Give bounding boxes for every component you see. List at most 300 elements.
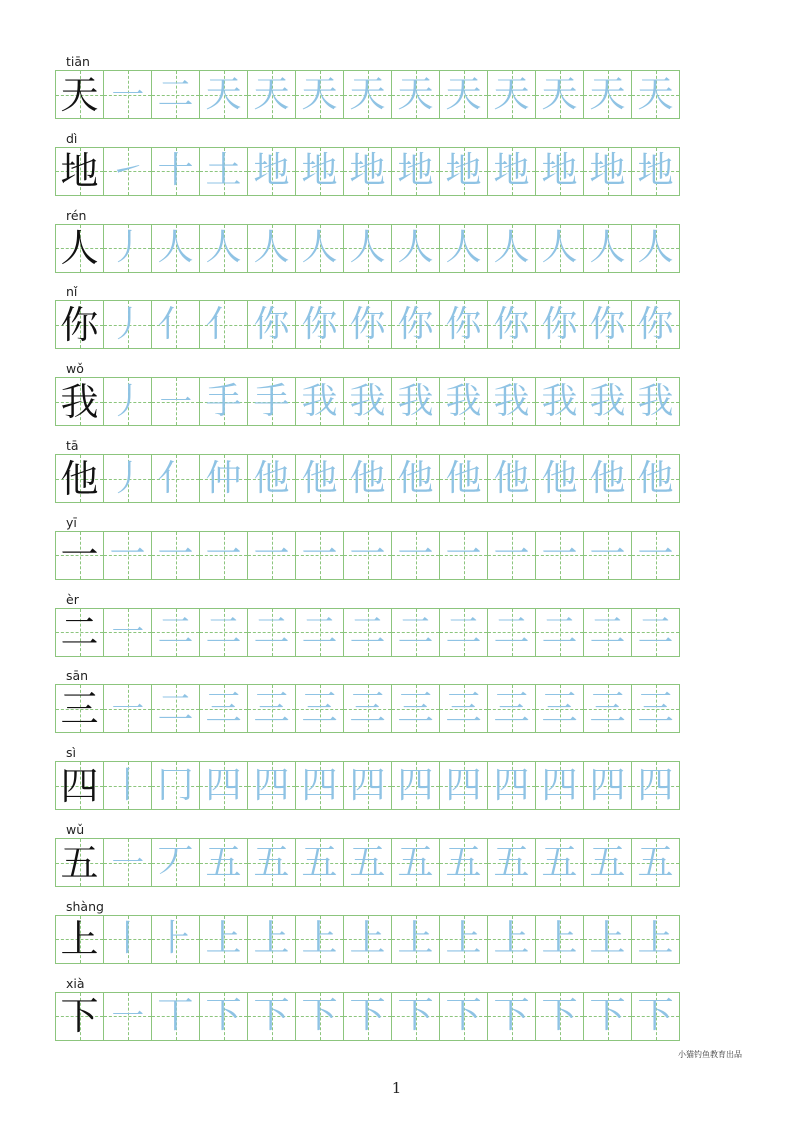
trace-cell[interactable] bbox=[487, 454, 536, 503]
stroke-order-step: 一 bbox=[301, 534, 338, 576]
trace-cell[interactable] bbox=[391, 684, 440, 733]
trace-cell[interactable] bbox=[439, 838, 488, 887]
stroke-order-step: 五 bbox=[589, 841, 626, 883]
trace-cell[interactable] bbox=[103, 761, 152, 810]
trace-cell[interactable] bbox=[631, 684, 680, 733]
trace-cell[interactable] bbox=[103, 684, 152, 733]
stroke-order-step: 你 bbox=[589, 303, 626, 345]
stroke-order-step: 一 bbox=[205, 534, 242, 576]
practice-row bbox=[55, 438, 742, 515]
trace-cell[interactable] bbox=[199, 838, 248, 887]
trace-cell[interactable] bbox=[487, 224, 536, 273]
stroke-order-step: 我 bbox=[493, 380, 530, 422]
practice-row bbox=[55, 284, 742, 361]
stroke-order-step: 一 bbox=[445, 534, 482, 576]
trace-cell[interactable] bbox=[199, 224, 248, 273]
trace-cell[interactable] bbox=[343, 992, 392, 1041]
tian-grid bbox=[55, 761, 679, 810]
stroke-order-step: 上 bbox=[253, 918, 290, 960]
stroke-order-step: 地 bbox=[301, 150, 338, 192]
stroke-order-step: 四 bbox=[637, 764, 674, 806]
stroke-order-step: ㇐ bbox=[109, 611, 146, 653]
trace-cell[interactable] bbox=[103, 915, 152, 964]
stroke-order-step: 五 bbox=[205, 841, 242, 883]
trace-cell[interactable] bbox=[247, 761, 296, 810]
trace-cell[interactable] bbox=[583, 684, 632, 733]
stroke-order-step: ㇐ bbox=[109, 687, 146, 729]
pinyin-label: sì bbox=[66, 745, 76, 761]
trace-cell[interactable] bbox=[487, 684, 536, 733]
trace-cell[interactable] bbox=[631, 454, 680, 503]
trace-cell[interactable] bbox=[151, 608, 200, 657]
pinyin-label: rén bbox=[66, 207, 87, 223]
trace-cell[interactable] bbox=[439, 147, 488, 196]
model-character-cell bbox=[55, 454, 104, 503]
trace-cell[interactable] bbox=[487, 70, 536, 119]
stroke-order-step: 上 bbox=[637, 918, 674, 960]
trace-cell[interactable] bbox=[631, 70, 680, 119]
trace-cell[interactable] bbox=[439, 70, 488, 119]
trace-cell[interactable] bbox=[103, 454, 152, 503]
trace-cell[interactable] bbox=[295, 224, 344, 273]
trace-cell[interactable] bbox=[247, 147, 296, 196]
stroke-order-step: 人 bbox=[445, 227, 482, 269]
trace-cell[interactable] bbox=[295, 531, 344, 580]
trace-cell[interactable] bbox=[487, 531, 536, 580]
trace-cell[interactable] bbox=[343, 224, 392, 273]
trace-cell[interactable] bbox=[295, 992, 344, 1041]
trace-cell[interactable] bbox=[199, 684, 248, 733]
stroke-order-step: 地 bbox=[541, 150, 578, 192]
trace-cell[interactable] bbox=[247, 70, 296, 119]
trace-cell[interactable] bbox=[151, 838, 200, 887]
trace-cell[interactable] bbox=[103, 992, 152, 1041]
tian-grid bbox=[55, 684, 679, 733]
stroke-order-step: 三 bbox=[253, 687, 290, 729]
stroke-order-step: 下 bbox=[493, 995, 530, 1037]
stroke-order-step: 下 bbox=[253, 995, 290, 1037]
trace-cell[interactable] bbox=[199, 608, 248, 657]
trace-cell[interactable] bbox=[391, 992, 440, 1041]
stroke-order-step: 我 bbox=[397, 380, 434, 422]
trace-cell[interactable] bbox=[199, 300, 248, 349]
stroke-order-step: 我 bbox=[301, 380, 338, 422]
pinyin-label: tā bbox=[66, 438, 79, 453]
trace-cell[interactable] bbox=[295, 147, 344, 196]
trace-cell[interactable] bbox=[295, 454, 344, 503]
model-character-cell bbox=[55, 224, 104, 273]
stroke-order-step: 二 bbox=[205, 611, 242, 653]
trace-cell[interactable] bbox=[199, 761, 248, 810]
practice-row bbox=[55, 131, 742, 208]
trace-cell[interactable] bbox=[487, 377, 536, 426]
trace-cell[interactable] bbox=[247, 377, 296, 426]
trace-cell[interactable] bbox=[295, 300, 344, 349]
trace-cell[interactable] bbox=[343, 454, 392, 503]
trace-cell[interactable] bbox=[583, 915, 632, 964]
practice-row bbox=[55, 668, 742, 745]
trace-cell[interactable] bbox=[631, 300, 680, 349]
stroke-order-step: 土 bbox=[205, 150, 242, 192]
trace-cell[interactable] bbox=[439, 608, 488, 657]
stroke-order-step: 天 bbox=[397, 73, 434, 115]
stroke-order-step: 二 bbox=[397, 611, 434, 653]
stroke-order-step: 四 bbox=[301, 764, 338, 806]
model-character-cell bbox=[55, 838, 104, 887]
trace-cell[interactable] bbox=[103, 531, 152, 580]
stroke-order-step: 地 bbox=[493, 150, 530, 192]
stroke-order-step: 仲 bbox=[205, 457, 242, 499]
trace-cell[interactable] bbox=[535, 838, 584, 887]
trace-cell[interactable] bbox=[343, 531, 392, 580]
trace-cell[interactable] bbox=[199, 147, 248, 196]
tian-grid bbox=[55, 224, 679, 273]
trace-cell[interactable] bbox=[103, 608, 152, 657]
trace-cell[interactable] bbox=[343, 377, 392, 426]
stroke-order-step: ㇐ bbox=[157, 380, 194, 422]
trace-cell[interactable] bbox=[295, 684, 344, 733]
trace-cell[interactable] bbox=[535, 147, 584, 196]
trace-cell[interactable] bbox=[151, 454, 200, 503]
model-character-cell bbox=[55, 377, 104, 426]
trace-cell[interactable] bbox=[391, 70, 440, 119]
trace-cell[interactable] bbox=[343, 838, 392, 887]
model-character: 二 bbox=[60, 610, 99, 655]
stroke-order-step: 人 bbox=[493, 227, 530, 269]
trace-cell[interactable] bbox=[391, 761, 440, 810]
trace-cell[interactable] bbox=[295, 761, 344, 810]
trace-cell[interactable] bbox=[343, 300, 392, 349]
trace-cell[interactable] bbox=[151, 147, 200, 196]
stroke-order-step: 天 bbox=[445, 73, 482, 115]
trace-cell[interactable] bbox=[583, 147, 632, 196]
trace-cell[interactable] bbox=[343, 684, 392, 733]
stroke-order-step: 上 bbox=[589, 918, 626, 960]
stroke-order-step: 人 bbox=[637, 227, 674, 269]
stroke-order-step: 四 bbox=[541, 764, 578, 806]
stroke-order-step: 四 bbox=[445, 764, 482, 806]
trace-cell[interactable] bbox=[583, 300, 632, 349]
stroke-order-step: 他 bbox=[589, 457, 626, 499]
model-character-cell bbox=[55, 300, 104, 349]
stroke-order-step: 上 bbox=[445, 918, 482, 960]
stroke-order-step: 我 bbox=[541, 380, 578, 422]
stroke-order-step: 下 bbox=[637, 995, 674, 1037]
trace-cell[interactable] bbox=[391, 838, 440, 887]
trace-cell[interactable] bbox=[151, 761, 200, 810]
trace-cell[interactable] bbox=[535, 761, 584, 810]
trace-cell[interactable] bbox=[535, 70, 584, 119]
stroke-order-step: 亻 bbox=[205, 303, 242, 345]
trace-cell[interactable] bbox=[439, 531, 488, 580]
stroke-order-step: 下 bbox=[541, 995, 578, 1037]
trace-cell[interactable] bbox=[631, 224, 680, 273]
trace-cell[interactable] bbox=[295, 70, 344, 119]
pinyin-label: sān bbox=[66, 668, 89, 684]
stroke-order-step: 地 bbox=[589, 150, 626, 192]
trace-cell[interactable] bbox=[583, 531, 632, 580]
stroke-order-step: 下 bbox=[301, 995, 338, 1037]
trace-cell[interactable] bbox=[439, 915, 488, 964]
trace-cell[interactable] bbox=[535, 454, 584, 503]
trace-cell[interactable] bbox=[343, 915, 392, 964]
trace-cell[interactable] bbox=[103, 147, 152, 196]
practice-row bbox=[55, 745, 742, 822]
stroke-order-step: 三 bbox=[349, 687, 386, 729]
page-number: 1 bbox=[391, 1079, 402, 1097]
stroke-order-step: 他 bbox=[253, 457, 290, 499]
practice-row bbox=[55, 592, 742, 669]
trace-cell[interactable] bbox=[631, 531, 680, 580]
trace-cell[interactable] bbox=[535, 608, 584, 657]
stroke-order-step: 上 bbox=[205, 918, 242, 960]
tian-grid bbox=[55, 915, 679, 964]
trace-cell[interactable] bbox=[487, 147, 536, 196]
stroke-order-step: 五 bbox=[397, 841, 434, 883]
trace-cell[interactable] bbox=[199, 70, 248, 119]
trace-cell[interactable] bbox=[199, 915, 248, 964]
trace-cell[interactable] bbox=[439, 377, 488, 426]
trace-cell[interactable] bbox=[631, 147, 680, 196]
trace-cell[interactable] bbox=[535, 224, 584, 273]
stroke-order-step: 人 bbox=[253, 227, 290, 269]
stroke-order-step: 人 bbox=[349, 227, 386, 269]
trace-cell[interactable] bbox=[151, 915, 200, 964]
trace-cell[interactable] bbox=[103, 377, 152, 426]
trace-cell[interactable] bbox=[583, 761, 632, 810]
pinyin-label: shàng bbox=[66, 898, 104, 914]
trace-cell[interactable] bbox=[247, 838, 296, 887]
stroke-order-step: 天 bbox=[541, 73, 578, 115]
stroke-order-step: 一 bbox=[157, 534, 194, 576]
trace-cell[interactable] bbox=[247, 915, 296, 964]
trace-cell[interactable] bbox=[583, 838, 632, 887]
stroke-order-step: ㇐ bbox=[109, 841, 146, 883]
trace-cell[interactable] bbox=[343, 608, 392, 657]
trace-cell[interactable] bbox=[247, 684, 296, 733]
stroke-order-step: 二 bbox=[253, 611, 290, 653]
trace-cell[interactable] bbox=[103, 838, 152, 887]
stroke-order-step: 二 bbox=[157, 73, 194, 115]
trace-cell[interactable] bbox=[487, 992, 536, 1041]
trace-cell[interactable] bbox=[535, 377, 584, 426]
stroke-order-step: ㇀ bbox=[109, 150, 146, 192]
trace-cell[interactable] bbox=[295, 838, 344, 887]
trace-cell[interactable] bbox=[295, 915, 344, 964]
stroke-order-step: 地 bbox=[397, 150, 434, 192]
stroke-order-step: 一 bbox=[109, 534, 146, 576]
trace-cell[interactable] bbox=[151, 684, 200, 733]
model-character: 下 bbox=[60, 994, 99, 1039]
stroke-order-step: 你 bbox=[493, 303, 530, 345]
stroke-order-step: 我 bbox=[445, 380, 482, 422]
stroke-order-step: 二 bbox=[301, 611, 338, 653]
trace-cell[interactable] bbox=[631, 377, 680, 426]
stroke-order-step: 四 bbox=[253, 764, 290, 806]
stroke-order-step: 他 bbox=[445, 457, 482, 499]
pinyin-label: èr bbox=[66, 591, 79, 607]
model-character-cell bbox=[55, 684, 104, 733]
trace-cell[interactable] bbox=[583, 454, 632, 503]
stroke-order-step: 我 bbox=[349, 380, 386, 422]
trace-cell[interactable] bbox=[247, 454, 296, 503]
practice-row bbox=[55, 822, 742, 899]
trace-cell[interactable] bbox=[535, 915, 584, 964]
stroke-order-step: 二 bbox=[589, 611, 626, 653]
stroke-order-step: 他 bbox=[397, 457, 434, 499]
trace-cell[interactable] bbox=[343, 761, 392, 810]
stroke-order-step: 天 bbox=[637, 73, 674, 115]
trace-cell[interactable] bbox=[439, 224, 488, 273]
tian-grid bbox=[55, 377, 679, 426]
trace-cell[interactable] bbox=[391, 915, 440, 964]
stroke-order-step: 我 bbox=[589, 380, 626, 422]
stroke-order-step: 你 bbox=[253, 303, 290, 345]
trace-cell[interactable] bbox=[439, 454, 488, 503]
trace-cell[interactable] bbox=[295, 377, 344, 426]
tian-grid bbox=[55, 300, 679, 349]
trace-cell[interactable] bbox=[151, 70, 200, 119]
stroke-order-step: 四 bbox=[397, 764, 434, 806]
tian-grid bbox=[55, 531, 679, 580]
trace-cell[interactable] bbox=[535, 684, 584, 733]
trace-cell[interactable] bbox=[583, 224, 632, 273]
trace-cell[interactable] bbox=[199, 992, 248, 1041]
trace-cell[interactable] bbox=[439, 300, 488, 349]
publisher-credit: 小猫钓鱼教育出品 bbox=[678, 1050, 742, 1059]
trace-cell[interactable] bbox=[103, 224, 152, 273]
trace-cell[interactable] bbox=[583, 70, 632, 119]
stroke-order-step: 二 bbox=[157, 611, 194, 653]
stroke-order-step: 五 bbox=[637, 841, 674, 883]
trace-cell[interactable] bbox=[391, 608, 440, 657]
stroke-order-step: 人 bbox=[205, 227, 242, 269]
trace-cell[interactable] bbox=[247, 992, 296, 1041]
trace-cell[interactable] bbox=[247, 608, 296, 657]
trace-cell[interactable] bbox=[391, 147, 440, 196]
trace-cell[interactable] bbox=[631, 915, 680, 964]
stroke-order-step: 地 bbox=[445, 150, 482, 192]
stroke-order-step: 人 bbox=[397, 227, 434, 269]
stroke-order-step: 一 bbox=[493, 534, 530, 576]
trace-cell[interactable] bbox=[487, 608, 536, 657]
pinyin-label: xià bbox=[66, 975, 85, 991]
trace-cell[interactable] bbox=[631, 761, 680, 810]
model-character: 一 bbox=[60, 533, 99, 578]
trace-cell[interactable] bbox=[535, 992, 584, 1041]
trace-cell[interactable] bbox=[631, 992, 680, 1041]
trace-cell[interactable] bbox=[247, 300, 296, 349]
stroke-order-step: 丿 bbox=[109, 227, 146, 269]
trace-cell[interactable] bbox=[199, 454, 248, 503]
trace-cell[interactable] bbox=[151, 531, 200, 580]
trace-cell[interactable] bbox=[247, 224, 296, 273]
practice-row bbox=[55, 899, 742, 976]
trace-cell[interactable] bbox=[391, 531, 440, 580]
stroke-order-step: 丆 bbox=[157, 841, 194, 883]
trace-cell[interactable] bbox=[583, 377, 632, 426]
stroke-order-step: 手 bbox=[253, 380, 290, 422]
stroke-order-step: 一 bbox=[397, 534, 434, 576]
trace-cell[interactable] bbox=[343, 70, 392, 119]
trace-cell[interactable] bbox=[151, 377, 200, 426]
trace-cell[interactable] bbox=[439, 684, 488, 733]
trace-cell[interactable] bbox=[103, 300, 152, 349]
trace-cell[interactable] bbox=[439, 761, 488, 810]
stroke-order-step: 丿 bbox=[109, 380, 146, 422]
trace-cell[interactable] bbox=[103, 70, 152, 119]
pinyin-label: wǔ bbox=[66, 822, 85, 837]
trace-cell[interactable] bbox=[391, 224, 440, 273]
trace-cell[interactable] bbox=[487, 838, 536, 887]
stroke-order-step: ㇐ bbox=[109, 73, 146, 115]
stroke-order-step: 丿 bbox=[109, 457, 146, 499]
trace-cell[interactable] bbox=[631, 608, 680, 657]
trace-cell[interactable] bbox=[199, 531, 248, 580]
stroke-order-step: 地 bbox=[637, 150, 674, 192]
trace-cell[interactable] bbox=[391, 454, 440, 503]
trace-cell[interactable] bbox=[487, 761, 536, 810]
model-character-cell bbox=[55, 992, 104, 1041]
trace-cell[interactable] bbox=[391, 377, 440, 426]
stroke-order-step: 二 bbox=[349, 611, 386, 653]
stroke-order-step: 他 bbox=[301, 457, 338, 499]
trace-cell[interactable] bbox=[583, 608, 632, 657]
stroke-order-step: ⺊ bbox=[157, 918, 194, 960]
trace-cell[interactable] bbox=[391, 300, 440, 349]
stroke-order-step: 天 bbox=[589, 73, 626, 115]
stroke-order-step: 天 bbox=[205, 73, 242, 115]
stroke-order-step: 下 bbox=[349, 995, 386, 1037]
trace-cell[interactable] bbox=[151, 300, 200, 349]
stroke-order-step: 你 bbox=[349, 303, 386, 345]
stroke-order-step: 三 bbox=[445, 687, 482, 729]
pinyin-label: nǐ bbox=[66, 284, 78, 300]
stroke-order-step: 三 bbox=[205, 687, 242, 729]
pinyin-label: wǒ bbox=[66, 361, 84, 377]
tian-grid bbox=[55, 838, 679, 887]
trace-cell[interactable] bbox=[487, 915, 536, 964]
trace-cell[interactable] bbox=[151, 224, 200, 273]
stroke-order-step: 他 bbox=[493, 457, 530, 499]
model-character: 人 bbox=[60, 226, 99, 271]
trace-cell[interactable] bbox=[535, 300, 584, 349]
stroke-order-step: 五 bbox=[301, 841, 338, 883]
model-character: 你 bbox=[60, 302, 99, 347]
stroke-order-step: 你 bbox=[301, 303, 338, 345]
trace-cell[interactable] bbox=[151, 992, 200, 1041]
stroke-order-step: 上 bbox=[493, 918, 530, 960]
pinyin-label: dì bbox=[66, 130, 78, 146]
trace-cell[interactable] bbox=[487, 300, 536, 349]
trace-cell[interactable] bbox=[583, 992, 632, 1041]
stroke-order-step: 三 bbox=[541, 687, 578, 729]
trace-cell[interactable] bbox=[295, 608, 344, 657]
stroke-order-step: 五 bbox=[445, 841, 482, 883]
trace-cell[interactable] bbox=[439, 992, 488, 1041]
model-character: 五 bbox=[60, 840, 99, 885]
trace-cell[interactable] bbox=[535, 531, 584, 580]
stroke-order-step: 他 bbox=[349, 457, 386, 499]
stroke-order-step: 人 bbox=[589, 227, 626, 269]
trace-cell[interactable] bbox=[343, 147, 392, 196]
stroke-order-step: 五 bbox=[349, 841, 386, 883]
stroke-order-step: 下 bbox=[445, 995, 482, 1037]
tian-grid bbox=[55, 147, 679, 196]
trace-cell[interactable] bbox=[199, 377, 248, 426]
trace-cell[interactable] bbox=[247, 531, 296, 580]
trace-cell[interactable] bbox=[631, 838, 680, 887]
